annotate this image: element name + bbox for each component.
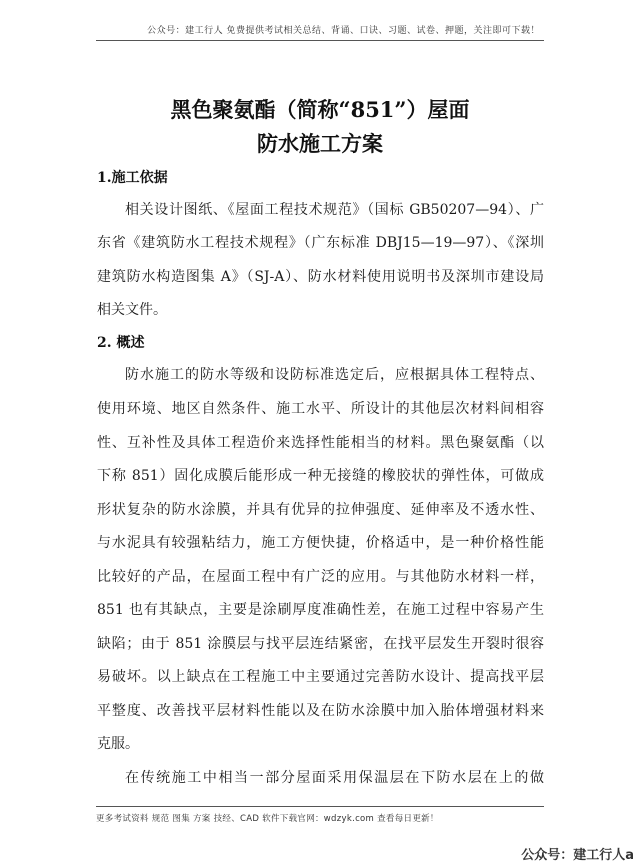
wechat-watermark: 公众号：建工行人a [521, 848, 634, 863]
section-2-line: 与水泥具有较强粘结力，施工方便快捷，价格适中，是一种价格性能 [97, 535, 544, 551]
section-2-line: 防水施工的防水等级和设防标准选定后，应根据具体工程特点、 [125, 367, 544, 383]
section-2-line: 比较好的产品，在屋面工程中有广泛的应用。与其他防水材料一样， [97, 569, 544, 585]
footer-divider [96, 806, 544, 807]
section-1-line: 相关设计图纸、《屋面工程技术规范》（国标 GB50207—94）、广 [125, 202, 544, 218]
document-title-line-2: 防水施工方案 [257, 131, 383, 156]
section-1-heading: 1.施工依据 [97, 170, 168, 186]
section-2-paragraph-2-line: 在传统施工中相当一部分屋面采用保温层在下防水层在上的做 [125, 770, 544, 786]
section-2-line: 缺陷；由于 851 涂膜层与找平层连结紧密，在找平层发生开裂时很容 [97, 636, 544, 652]
section-2-line: 下称 851）固化成膜后能形成一种无接缝的橡胶状的弹性体，可做成 [97, 468, 544, 484]
document-title-line-1: 黑色聚氨酯（简称“851”）屋面 [170, 97, 470, 122]
section-1-line: 东省《建筑防水工程技术规程》（广东标准 DBJ15—19—97）、《深圳 [97, 235, 544, 251]
header-note: 公众号：建工行人 免费提供考试相关总结、背诵、口诀、习题、试卷、押题，关注即可下载！ [147, 26, 540, 36]
section-2-line: 克服。 [97, 736, 139, 752]
section-2-line: 使用环境、地区自然条件、施工水平、所设计的其他层次材料间相容 [97, 401, 544, 417]
section-2-line: 性、互补性及具体工程造价来选择性能相当的材料。黑色聚氨酯（以 [97, 435, 544, 451]
section-1-line: 建筑防水构造图集 A》（SJ-A）、防水材料使用说明书及深圳市建设局 [97, 269, 544, 285]
section-2-line: 易破坏。以上缺点在工程施工中主要通过完善防水设计、提高找平层 [97, 669, 544, 685]
section-2-line: 平整度、改善找平层材料性能以及在防水涂膜中加入胎体增强材料来 [97, 703, 544, 719]
section-2-heading: 2. 概述 [97, 335, 145, 351]
section-2-line: 形状复杂的防水涂膜，并具有优异的拉伸强度、延伸率及不透水性、 [97, 502, 544, 518]
section-2-line: 851 也有其缺点，主要是涂刷厚度准确性差，在施工过程中容易产生 [97, 602, 544, 618]
section-1-line: 相关文件。 [97, 302, 167, 318]
footer-note: 更多考试资料 规范 图集 方案 技经、CAD 软件下载官网：wdzyk.com 查看每日更新！ [96, 814, 439, 824]
header-divider [96, 40, 544, 41]
